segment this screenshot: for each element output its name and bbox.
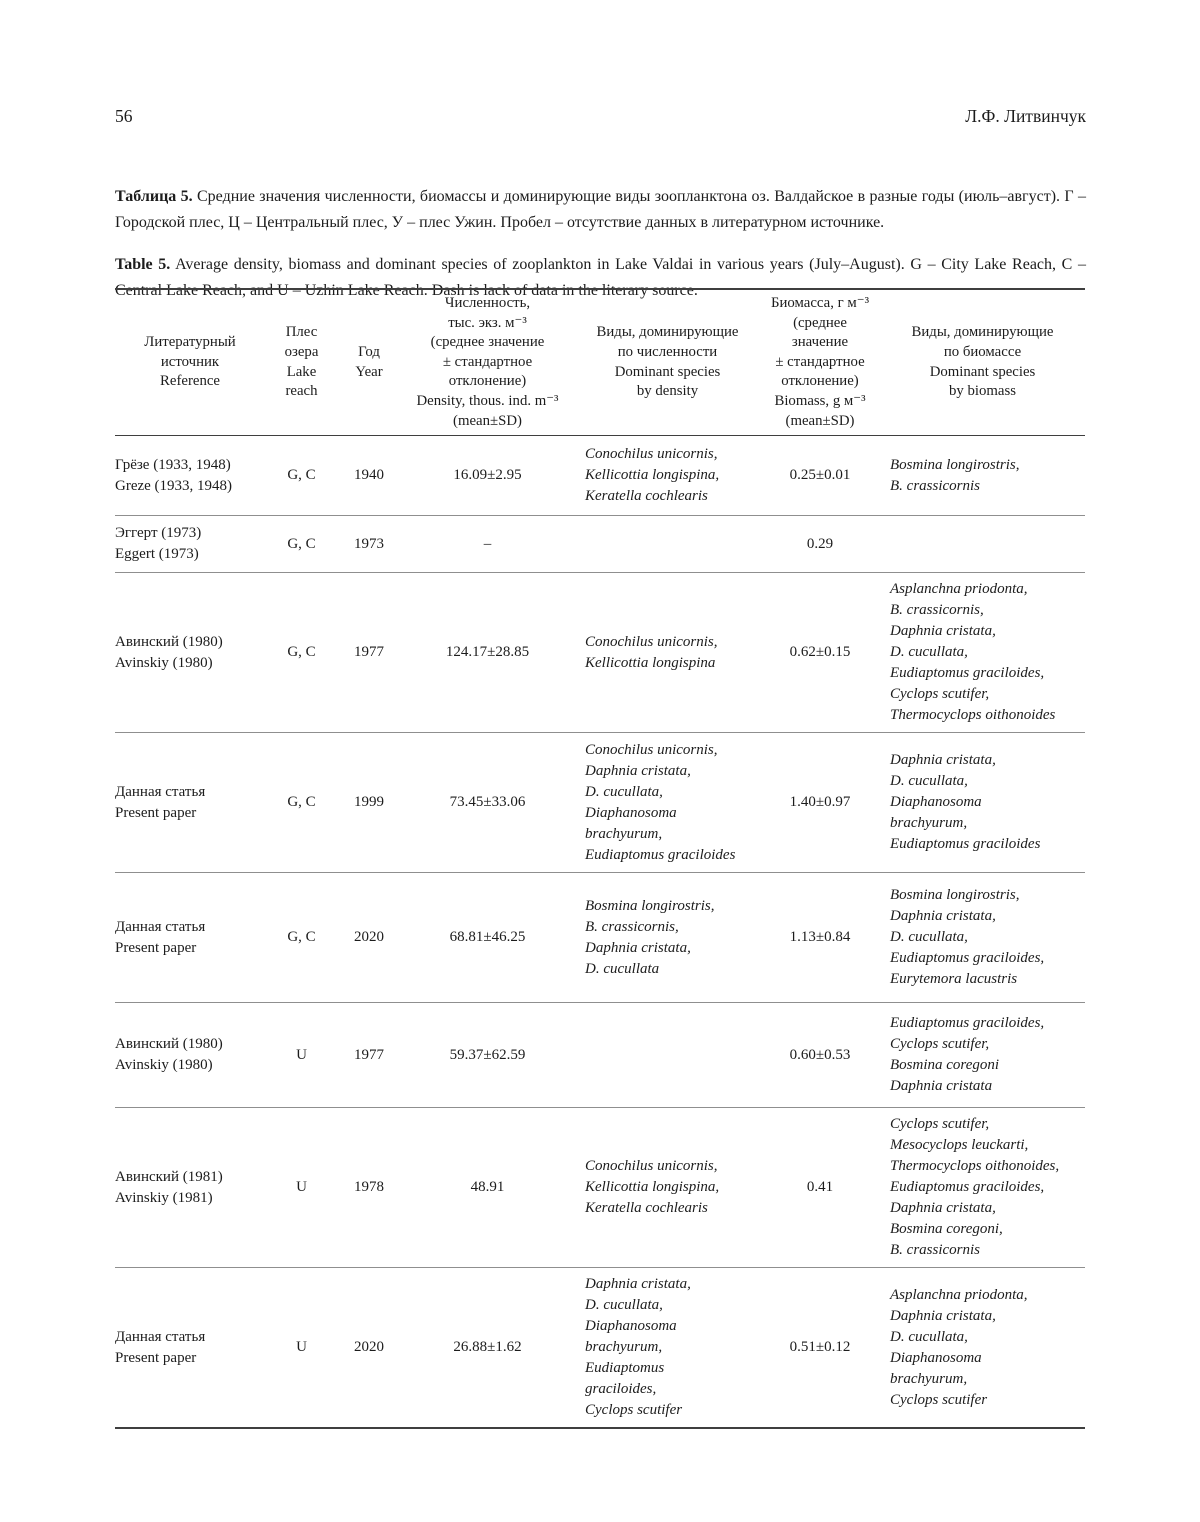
- table-header-row: [115, 289, 1085, 436]
- cell-biomass: 0.62±0.15: [760, 573, 880, 733]
- cell-species-by-density: [575, 1003, 760, 1108]
- cell-year: 1973: [338, 516, 400, 573]
- cell-density: 73.45±33.06: [400, 733, 575, 873]
- page-number: 56: [115, 106, 133, 126]
- col-header-year: Год Year: [338, 289, 400, 436]
- cell-species-by-biomass: Eudiaptomus graciloides, Cyclops scutifer, Bosmina coregoni Daphnia cristata: [880, 1003, 1085, 1108]
- cell-year: 1977: [338, 573, 400, 733]
- cell-biomass: 0.41: [760, 1108, 880, 1268]
- cell-lake-reach: G, C: [265, 573, 338, 733]
- col-header-species-by-biomass: Виды, доминирующие по биомассе Dominant species by biomass: [880, 289, 1085, 436]
- cell-lake-reach: G, C: [265, 516, 338, 573]
- col-header-lake-reach: Плес озера Lake reach: [265, 289, 338, 436]
- cell-species-by-density: [575, 516, 760, 573]
- cell-density: 48.91: [400, 1108, 575, 1268]
- cell-reference: Авинский (1980) Avinskiy (1980): [115, 1003, 265, 1108]
- cell-density: –: [400, 516, 575, 573]
- table-row: [115, 516, 1085, 573]
- col-header-density: Численность, тыс. экз. м⁻³ (среднее значение ± стандартное отклонение) Density, thous. ind. m⁻³ (mean±SD): [400, 289, 575, 436]
- cell-year: 1999: [338, 733, 400, 873]
- cell-species-by-density: Daphnia cristata, D. cucullata, Diaphanosoma brachyurum, Eudiaptomus graciloides, Cyclops scutifer: [575, 1268, 760, 1429]
- table-row: [115, 873, 1085, 1003]
- cell-species-by-density: Conochilus unicornis, Kellicottia longispina, Keratella cochlearis: [585, 446, 720, 505]
- cell-density: 16.09±2.95: [453, 467, 522, 484]
- cell-year: 1978: [338, 1108, 400, 1268]
- cell-density: 59.37±62.59: [400, 1003, 575, 1108]
- cell-reference: Эггерт (1973) Eggert (1973): [115, 516, 265, 573]
- cell-species-by-biomass: Asplanchna priodonta, Daphnia cristata, D. cucullata, Diaphanosoma brachyurum, Cyclops scutifer: [880, 1268, 1085, 1429]
- caption-label-en: Table 5.: [115, 256, 171, 273]
- cell-reference: Данная статья Present paper: [115, 1268, 265, 1429]
- cell-lake-reach: G, C: [265, 733, 338, 873]
- cell-biomass: 0.29: [760, 516, 880, 573]
- cell-year: 1940: [354, 467, 384, 484]
- cell-species-by-biomass: Cyclops scutifer, Mesocyclops leuckarti, Thermocyclops oithonoides, Eudiaptomus graciloides, Daphnia cristata, Bosmina coregoni, B. crassicornis: [880, 1108, 1085, 1268]
- table-row: [115, 573, 1085, 733]
- table-row: [115, 1268, 1085, 1429]
- cell-year: 2020: [338, 873, 400, 1003]
- cell-lake-reach: G, C: [287, 467, 316, 484]
- cell-year: 2020: [338, 1268, 400, 1429]
- cell-species-by-density: Conochilus unicornis, Kellicottia longispina, Keratella cochlearis: [575, 1108, 760, 1268]
- author-name: Л.Ф. Литвинчук: [965, 106, 1086, 126]
- cell-biomass: 0.51±0.12: [760, 1268, 880, 1429]
- cell-species-by-biomass: [880, 516, 1085, 573]
- cell-species-by-biomass: Asplanchna priodonta, B. crassicornis, Daphnia cristata, D. cucullata, Eudiaptomus graciloides, Cyclops scutifer, Thermocyclops oithonoides: [880, 573, 1085, 733]
- cell-reference: Данная статья Present paper: [115, 733, 265, 873]
- table-caption-russian: [115, 184, 1086, 236]
- cell-biomass: 0.60±0.53: [760, 1003, 880, 1108]
- cell-species-by-biomass: Bosmina longirostris, B. crassicornis: [890, 456, 1020, 494]
- col-header-species-by-density: Виды, доминирующие по численности Dominant species by density: [575, 289, 760, 436]
- cell-biomass: 1.40±0.97: [760, 733, 880, 873]
- col-header-biomass: Биомасса, г м⁻³ (среднее значение ± стандартное отклонение) Biomass, g м⁻³ (mean±SD): [760, 289, 880, 436]
- cell-lake-reach: G, C: [265, 873, 338, 1003]
- col-header-reference: Литературный источник Reference: [115, 289, 265, 436]
- zooplankton-data-table: [115, 288, 1085, 1429]
- cell-species-by-biomass: Daphnia cristata, D. cucullata, Diaphanosoma brachyurum, Eudiaptomus graciloides: [880, 733, 1085, 873]
- cell-year: 1977: [338, 1003, 400, 1108]
- cell-reference: Авинский (1981) Avinskiy (1981): [115, 1108, 265, 1268]
- cell-lake-reach: U: [265, 1268, 338, 1429]
- caption-text-en: Average density, biomass and dominant species of zooplankton in Lake Valdai in various years (July–August). G – City Lake Reach, C – Central Lake Reach, and U – Uzhin Lake Reach. Dash is lack of data in the literary source.: [115, 256, 1086, 299]
- caption-text-ru: Средние значения численности, биомассы и доминирующие виды зоопланктона оз. Валдайское в разные годы (июль–август). Г – Городской плес, Ц – Центральный плес, У – плес Ужин. Пробел – отсутствие данных в литературном источнике.: [115, 188, 1086, 231]
- cell-biomass: 0.25±0.01: [789, 467, 851, 484]
- cell-lake-reach: U: [265, 1003, 338, 1108]
- table-row: [115, 436, 1085, 516]
- cell-density: 68.81±46.25: [400, 873, 575, 1003]
- caption-label-ru: Таблица 5.: [115, 188, 193, 205]
- cell-lake-reach: U: [265, 1108, 338, 1268]
- cell-reference: Данная статья Present paper: [115, 873, 265, 1003]
- cell-reference: Грёзе (1933, 1948) Greze (1933, 1948): [115, 456, 233, 494]
- cell-reference: Авинский (1980) Avinskiy (1980): [115, 573, 265, 733]
- table-row: [115, 1108, 1085, 1268]
- cell-species-by-density: Bosmina longirostris, B. crassicornis, Daphnia cristata, D. cucullata: [575, 873, 760, 1003]
- cell-species-by-density: Conochilus unicornis, Kellicottia longispina: [575, 573, 760, 733]
- cell-species-by-biomass: Bosmina longirostris, Daphnia cristata, D. cucullata, Eudiaptomus graciloides, Eurytemora lacustris: [880, 873, 1085, 1003]
- cell-density: 26.88±1.62: [400, 1268, 575, 1429]
- running-head: [115, 106, 1086, 127]
- table-row: [115, 1003, 1085, 1108]
- cell-species-by-density: Conochilus unicornis, Daphnia cristata, D. cucullata, Diaphanosoma brachyurum, Eudiaptomus graciloides: [575, 733, 760, 873]
- cell-density: 124.17±28.85: [400, 573, 575, 733]
- cell-biomass: 1.13±0.84: [760, 873, 880, 1003]
- table-row: [115, 733, 1085, 873]
